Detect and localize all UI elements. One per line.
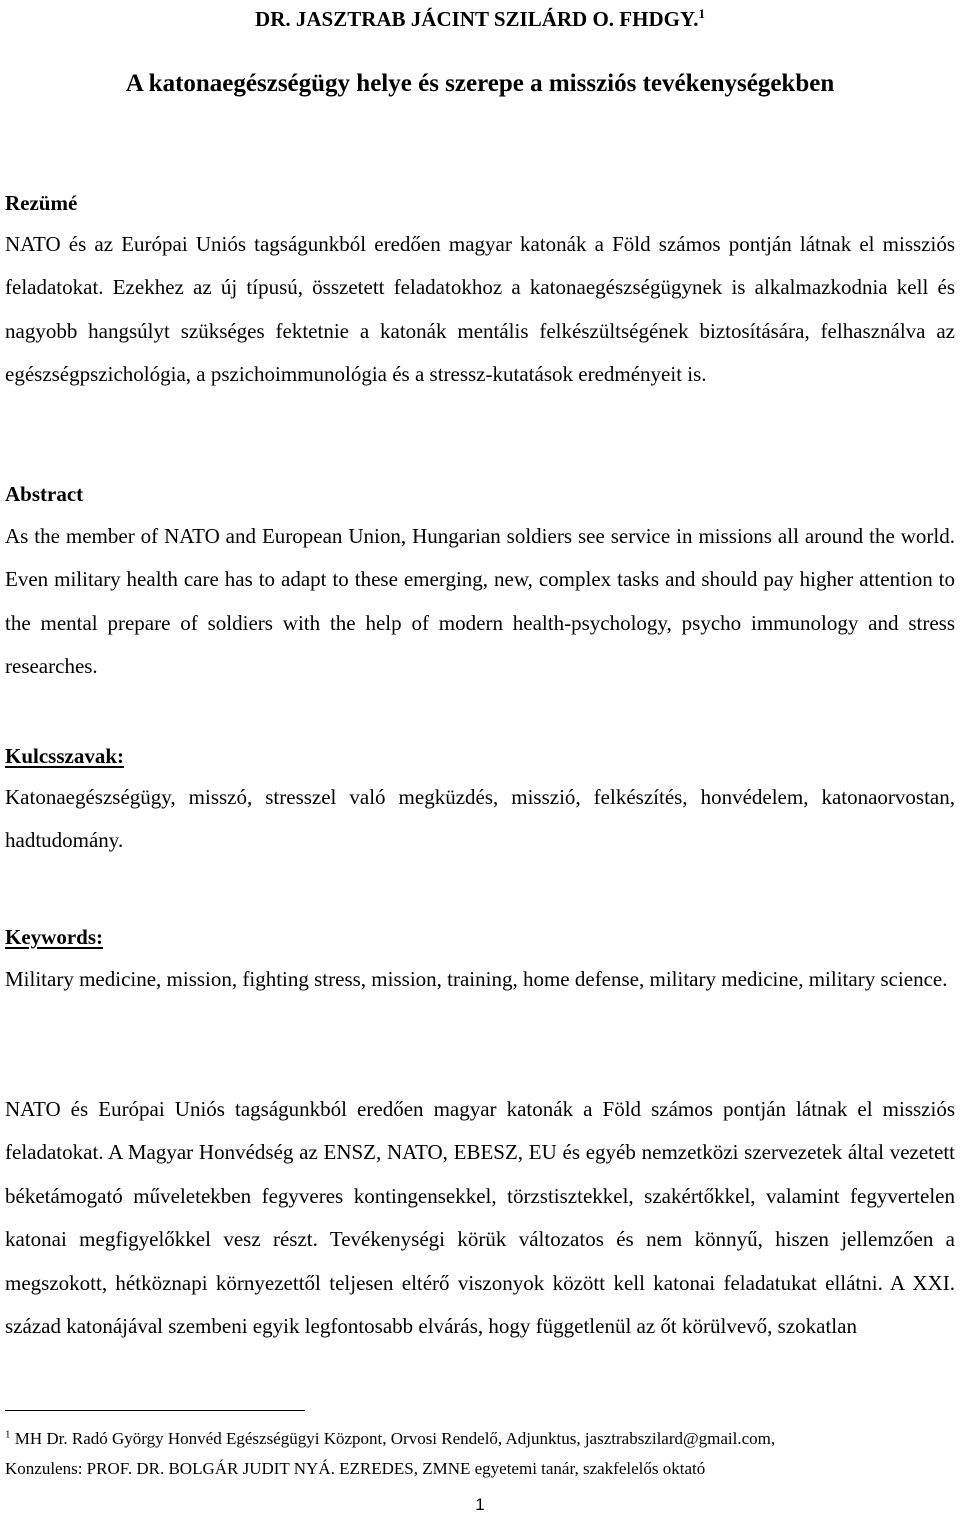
footnote-line-1 bbox=[5, 1424, 955, 1454]
summary-hu-heading: Rezümé bbox=[5, 191, 78, 215]
footnote-affiliation: MH Dr. Radó György Honvéd Egészségügyi Központ, Orvosi Rendelő, Adjunktus, jasztrabszilard@gmail.com, bbox=[10, 1429, 776, 1448]
abstract-heading: Abstract bbox=[5, 482, 84, 506]
footnote-mark: 1 bbox=[5, 1428, 11, 1441]
author-line bbox=[0, 6, 960, 32]
summary-hu-text: NATO és az Európai Uniós tagságunkból eredően magyar katonák a Föld számos pontján látnak el missziós feladatokat. Ezekhez az új típusú, összetett feladatokhoz a katonaegészségügynek is alkalmazkodnia kell és nagyobb hangsúlyt szükséges fektetnie a katonák mentális felkészültségének biztosítására, felhasználva az egészségpszichológia, a pszichoimmunológia és a stressz-kutatások eredményeit is. bbox=[5, 232, 955, 387]
paper-title: A katonaegészségügy helye és szerepe a missziós tevékenységekben bbox=[125, 70, 835, 97]
keywords-hu-text: Katonaegészségügy, misszó, stresszel való megküzdés, misszió, felkészítés, honvédelem, katonaorvostan, hadtudomány. bbox=[5, 785, 955, 853]
body-paragraph: NATO és Európai Uniós tagságunkból eredően magyar katonák a Föld számos pontján látnak el missziós feladatokat. A Magyar Honvédség az ENSZ, NATO, EBESZ, EU és egyéb nemzetközi szervezetek által vezetett béketámogató műveletekben fegyveres kontingensekkel, törzstisztekkel, szakértőkkel, valamint fegyvertelen katonai megfigyelőkkel vesz részt. Tevékenységi körük változatos és nem könnyű, hiszen jellemzően a megszokott, hétköznapi környezettől teljesen eltérő viszonyok között kell katonai feladatukat ellátni. A XXI. század katonájával szembeni egyik legfontosabb elvárás, hogy függetlenül az őt körülvevő, szokatlan bbox=[5, 1097, 955, 1339]
author-footnote-mark: 1 bbox=[698, 6, 705, 21]
keywords-en-text: Military medicine, mission, fighting stress, mission, training, home defense, military medicine, military science. bbox=[5, 967, 948, 991]
keywords-en-heading: Keywords: bbox=[5, 925, 103, 949]
keywords-hu-heading: Kulcsszavak: bbox=[5, 744, 125, 768]
footnote-divider bbox=[5, 1410, 305, 1411]
abstract-text: As the member of NATO and European Union, Hungarian soldiers see service in missions all around the world. Even military health care has to adapt to these emerging, new, complex tasks and should pay higher attention to the mental prepare of soldiers with the help of modern health-psychology, psycho immunology and stress researches. bbox=[5, 524, 955, 679]
page-number: 1 bbox=[475, 1495, 485, 1514]
footnote bbox=[5, 1424, 955, 1484]
author-name: DR. JASZTRAB JÁCINT SZILÁRD O. FHDGY. bbox=[255, 7, 699, 31]
footnote-line-2: Konzulens: PROF. DR. BOLGÁR JUDIT NYÁ. EZREDES, ZMNE egyetemi tanár, szakfelelős oktató bbox=[5, 1459, 706, 1478]
